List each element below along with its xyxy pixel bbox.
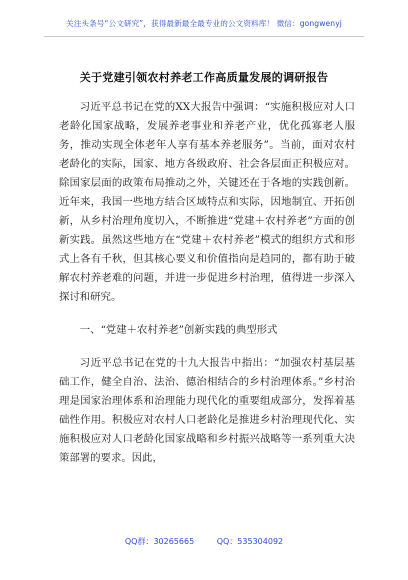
- footer-qq-number: QQ：535304092: [216, 537, 284, 546]
- document-title: 关于党建引领农村养老工作高质量发展的调研报告: [79, 71, 329, 84]
- footer-contacts: [0, 536, 408, 547]
- paragraph-section1: 习近平总书记在党的十九大报告中指出：“加强农村基层基础工作，健全自治、法治、德治相结合的乡村治理体系。”乡村治理是国家治理体系和治理能力现代化的重要组成部分，发挥着基础性作用。积极应对农村人口老龄化是推进乡村治理现代化、实施积极应对人口老龄化国家战略和乡村振兴战略等一系列重大决策部署的要求。因此，: [59, 357, 355, 464]
- header-divider: [44, 36, 364, 37]
- footer-qq-group: QQ群：30265665: [124, 537, 195, 546]
- paragraph-intro: 习近平总书记在党的XX大报告中强调：“实施积极应对人口老龄化国家战略，发展养老事业和养老产业，优化孤寡老人服务，推动实现全体老年人享有基本养老服务”。当前，面对农村老龄化的实际，国家、地方各级政府、社会各层面正积极应对。除国家层面的政策布局推动之外，关键还在于各地的实践创新。近年来，我国一些地方结合区域特点和实际，因地制宜、开拓创新，从乡村治理角度切入，不断推进“党建＋农村养老”方面的创新实践。虽然这些地方在“党建＋农村养老”模式的组织方式和形式上各有千秋，但其核心要义和价值指向是趋同的，都有助于破解农村养老难的问题，并进一步促进乡村治理，值得进一步深入探讨和研究。: [59, 101, 355, 303]
- document-body: [59, 98, 355, 468]
- section-heading: 一、“党建＋农村养老”创新实践的典型形式: [79, 324, 278, 336]
- header-promo: 关注头条号“公文研究”，获得最新最全最专业的公文资料库！ 微信：gongwenyj: [66, 19, 342, 28]
